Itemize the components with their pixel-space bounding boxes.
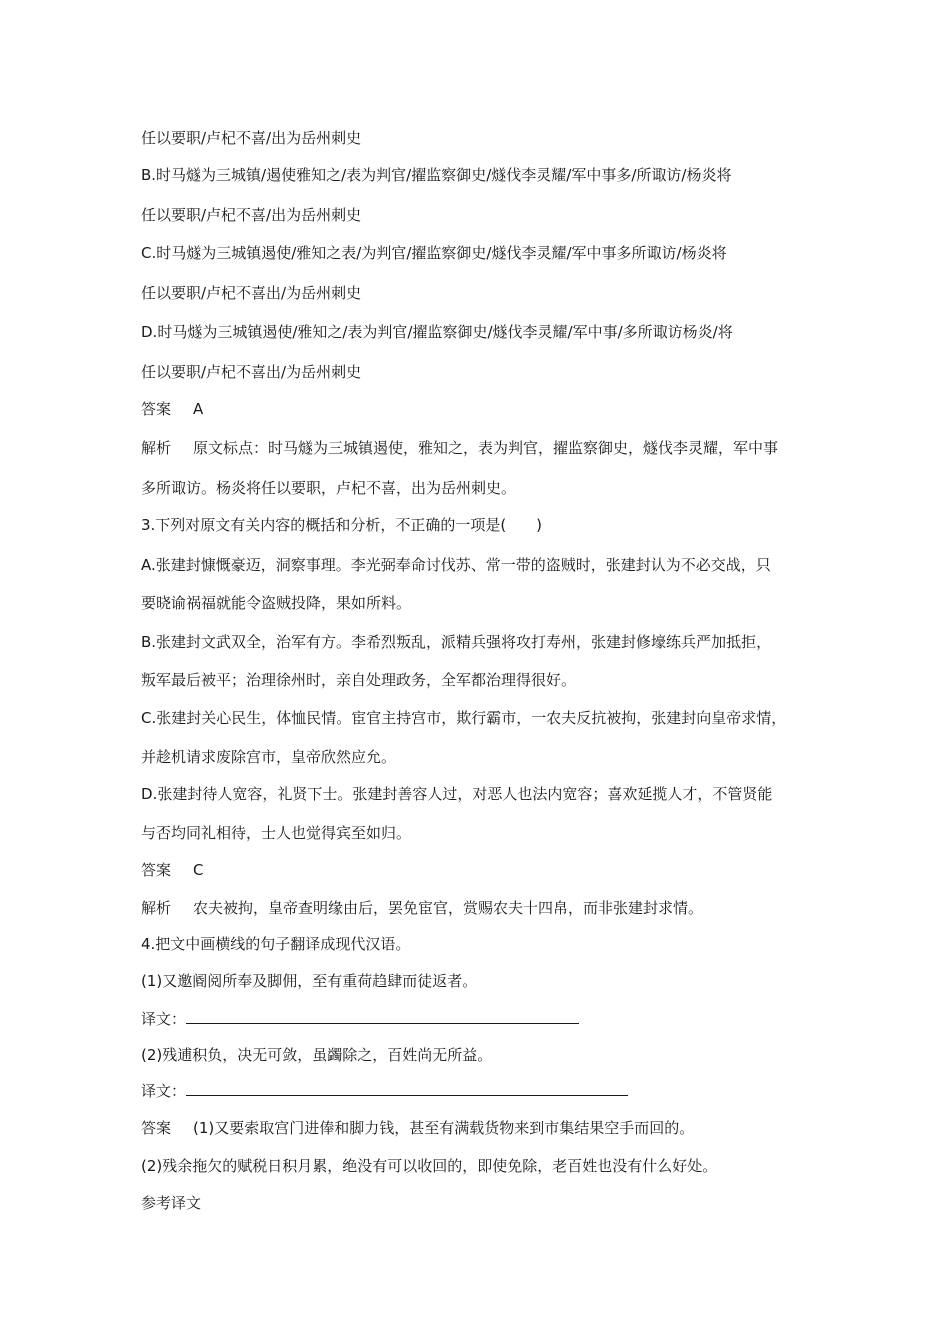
answer-1 (141, 399, 203, 419)
answer-4-line-2: (2)残余拖欠的赋税日积月累，绝没有可以收回的，即使免除，老百姓也没有什么好处。 (141, 1157, 718, 1175)
q3-option-d-line-1: D.张建封待人宽容，礼贤下士。张建封善容人过，对恶人也法内宽容；喜欢延揽人才，不管贤能 (141, 785, 773, 803)
question-3-stem: 3.下列对原文有关内容的概括和分析，不正确的一项是( ) (141, 516, 543, 534)
analysis-3 (141, 898, 703, 918)
option-d-line-2: 任以要职/卢杞不喜出/为岳州刺史 (141, 363, 362, 381)
q3-option-a-line-1: A.张建封慷慨豪迈，洞察事理。李光弼奉命讨伐苏、常一带的盗贼时，张建封认为不必交战，只 (141, 556, 771, 574)
answer-label: 答案 (141, 400, 172, 418)
answer-3 (141, 860, 204, 880)
analysis-text: 原文标点：时马燧为三城镇遏使，雅知之，表为判官，擢监察御史，燧伐李灵耀，军中事 (193, 439, 779, 457)
option-c-line-1: C.时马燧为三城镇遏使/雅知之表/为判官/擢监察御史/燧伐李灵耀/军中事多所诹访/杨炎将 (141, 244, 727, 262)
analysis-label: 解析 (141, 899, 172, 917)
translation-label: 译文： (141, 1010, 187, 1028)
option-d-line-1: D.时马燧为三城镇遏使/雅知之/表为判官/擢监察御史/燧伐李灵耀/军中事/多所诹访杨炎/将 (141, 323, 733, 341)
answer-blank[interactable] (186, 1009, 579, 1024)
q4-sentence-2: (2)残逋积负，决无可敛，虽蠲除之，百姓尚无所益。 (141, 1046, 493, 1064)
translation-label: 译文： (141, 1082, 187, 1100)
answer-value: A (193, 400, 204, 418)
q4-translation-1 (141, 1009, 579, 1029)
q3-option-d-line-2: 与否均同礼相待，士人也觉得宾至如归。 (141, 824, 412, 842)
q4-translation-2 (141, 1081, 628, 1101)
option-b-line-2: 任以要职/卢杞不喜/出为岳州刺史 (141, 206, 362, 224)
answer-blank[interactable] (186, 1081, 628, 1096)
option-c-line-2: 任以要职/卢杞不喜出/为岳州刺史 (141, 284, 362, 302)
option-b-line-1: B.时马燧为三城镇/遏使雅知之/表为判官/擢监察御史/燧伐李灵耀/军中事多/所诹访/杨炎将 (141, 166, 732, 184)
q3-option-a-line-2: 要晓谕祸福就能令盗贼投降，果如所料。 (141, 594, 412, 612)
analysis-1-line-2: 多所诹访。杨炎将任以要职，卢杞不喜，出为岳州刺史。 (141, 479, 517, 497)
answer-text: (1)又要索取宫门进俸和脚力钱，甚至有满载货物来到市集结果空手而回的。 (193, 1119, 695, 1137)
question-4-stem: 4.把文中画横线的句子翻译成现代汉语。 (141, 935, 411, 953)
reference-translation-title: 参考译文 (141, 1194, 202, 1212)
analysis-1-line-1 (141, 438, 778, 458)
answer-label: 答案 (141, 1119, 172, 1137)
analysis-text: 农夫被拘，皇帝查明缘由后，罢免宦官，赏赐农夫十四帛，而非张建封求情。 (193, 899, 704, 917)
analysis-label: 解析 (141, 439, 172, 457)
q3-option-b-line-2: 叛军最后被平；治理徐州时，亲自处理政务，全军都治理得很好。 (141, 671, 577, 689)
answer-4-line-1 (141, 1118, 694, 1138)
answer-label: 答案 (141, 861, 172, 879)
q3-option-b-line-1: B.张建封文武双全，治军有方。李希烈叛乱，派精兵强将攻打寿州，张建封修壕练兵严加抵拒， (141, 633, 772, 651)
q4-sentence-1: (1)又邀阍阅所奉及脚佣，至有重荷趋肆而徒返者。 (141, 972, 478, 990)
q3-option-c-line-1: C.张建封关心民生，体恤民情。宦官主持宫市，欺行霸市，一农夫反抗被拘，张建封向皇帝求情， (141, 709, 787, 727)
answer-value: C (193, 861, 204, 879)
text-line: 任以要职/卢杞不喜/出为岳州刺史 (141, 129, 362, 147)
q3-option-c-line-2: 并趁机请求废除宫市，皇帝欣然应允。 (141, 748, 397, 766)
